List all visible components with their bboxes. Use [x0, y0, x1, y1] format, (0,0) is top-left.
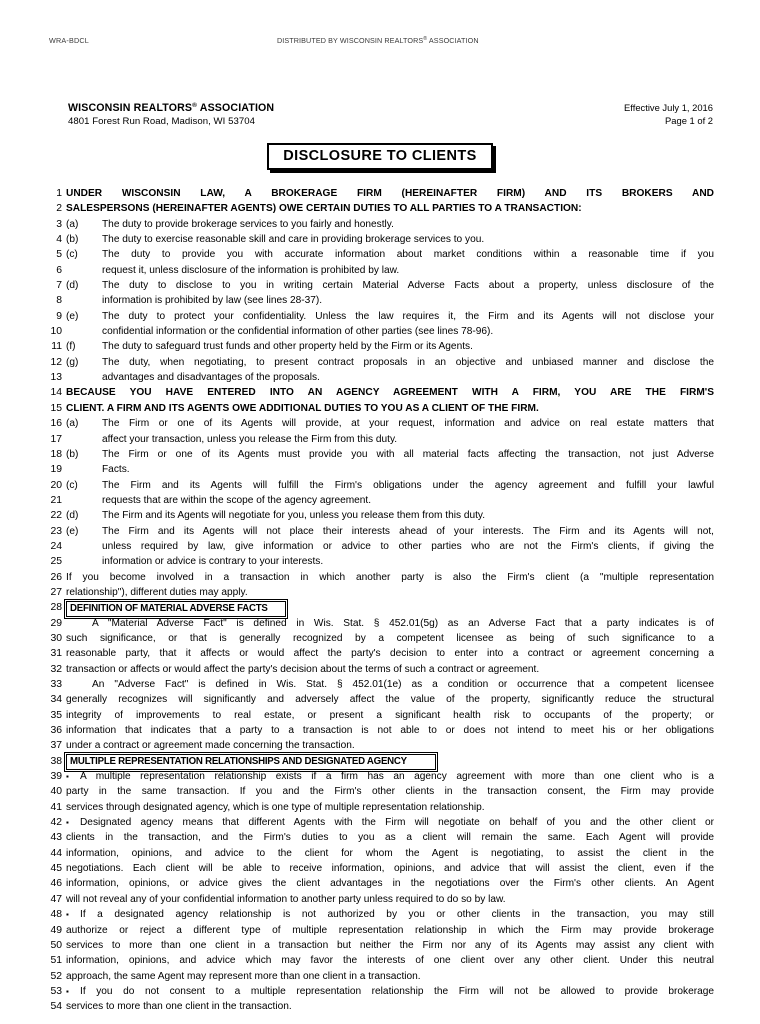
top-header: [0, 36, 760, 50]
registered-mark-icon: ®: [192, 102, 198, 109]
document-line: [0, 355, 760, 370]
document-line: [0, 201, 760, 216]
line-number: 44: [50, 847, 62, 859]
line-text: approach, the same Agent may represent more than one client in a transaction.: [66, 970, 421, 982]
distributed-by-label: [277, 36, 479, 45]
line-number: 38: [50, 755, 62, 767]
document-line: [0, 631, 760, 646]
list-marker: (g): [66, 356, 79, 368]
distributed-by-prefix: DISTRIBUTED BY WISCONSIN REALTORS: [277, 36, 424, 45]
line-number: 37: [50, 740, 62, 752]
list-marker: (c): [66, 479, 78, 491]
document-line: [0, 585, 760, 600]
line-text: If a designated agency relationship is not authorized by you or other clients in the transaction, you may still: [80, 909, 714, 921]
list-marker: (d): [66, 510, 79, 522]
line-text: such significance, or that is generally recognized by a competent licensee as being of such significance to a: [66, 632, 714, 644]
line-text: If you do not consent to a multiple representation relationship the Firm will not be allowed to provide brokerage: [80, 985, 714, 997]
document-line: [0, 217, 760, 232]
line-text: The Firm or one of its Agents will provide, at your request, information and advice on real estate matters that: [102, 418, 714, 430]
section-heading-box: [66, 754, 436, 770]
line-text: An "Adverse Fact" is defined in Wis. Stat. § 452.01(1e) as a condition or occurrence that a competent licensee: [92, 679, 714, 690]
line-text: The Firm and its Agents will negotiate for you, unless you release them from this duty.: [102, 510, 486, 522]
document-line: [0, 263, 760, 278]
document-line: [0, 907, 760, 922]
line-text: The duty to protect your confidentiality. Unless the law requires it, the Firm and its Agents will not disclose your: [102, 310, 714, 322]
document-line: [0, 800, 760, 815]
line-number: 23: [50, 525, 62, 537]
document-line: [0, 999, 760, 1014]
document-line: [0, 892, 760, 907]
line-text: The duty to provide you with accurate information about market conditions within a reasonable time if you: [102, 249, 714, 261]
line-text: information, opinions, and advice to the client for whom the Agent is negotiating, to assist the client in the: [66, 847, 714, 859]
line-text: information, opinions, and advice which may favor the interests of one client over any other client. Under this neutral: [66, 955, 714, 967]
list-marker: (d): [66, 280, 79, 292]
document-line: [0, 938, 760, 953]
line-number: 6: [56, 264, 62, 276]
effective-date: Effective July 1, 2016: [624, 102, 713, 113]
line-number: 36: [50, 725, 62, 737]
document-line: [0, 600, 760, 615]
line-number: 9: [56, 310, 62, 322]
line-number: 12: [50, 356, 62, 368]
line-number: 31: [50, 648, 62, 660]
list-marker: (b): [66, 234, 79, 246]
line-number: 33: [50, 679, 62, 690]
line-text: under a contract or agreement made concerning the transaction.: [66, 740, 355, 752]
line-number: 14: [50, 387, 62, 399]
document-line: [0, 447, 760, 462]
document-line: [0, 278, 760, 293]
line-number: 4: [56, 234, 62, 246]
line-number: 25: [50, 556, 62, 568]
document-line: [0, 385, 760, 400]
document-line: [0, 738, 760, 753]
line-number: 13: [50, 372, 62, 384]
section-heading-text: DEFINITION OF MATERIAL ADVERSE FACTS: [70, 602, 268, 614]
document-line: [0, 370, 760, 385]
document-line: [0, 478, 760, 493]
line-number: 20: [50, 479, 62, 491]
line-number: 21: [50, 494, 62, 506]
line-number: 18: [50, 448, 62, 460]
line-number: 7: [56, 280, 62, 292]
line-number: 29: [50, 617, 62, 629]
line-text: request it, unless disclosure of the information is prohibited by law.: [102, 264, 400, 276]
line-number: 15: [50, 402, 62, 414]
line-number: 32: [50, 663, 62, 675]
document-line: [0, 830, 760, 845]
section-heading-text: MULTIPLE REPRESENTATION RELATIONSHIPS AND DESIGNATED AGENCY: [70, 756, 407, 768]
form-code-label: WRA-BDCL: [49, 36, 89, 45]
line-text: services to more than one client in the transaction.: [66, 1001, 292, 1013]
document-line: [0, 293, 760, 308]
document-line: [0, 677, 760, 692]
line-number: 42: [50, 817, 62, 829]
line-number: 1: [56, 188, 62, 199]
line-number: 35: [50, 709, 62, 721]
title-box: [267, 143, 492, 170]
line-text: affect your transaction, unless you release the Firm from this duty.: [102, 433, 398, 445]
association-name: [68, 99, 468, 115]
document-line: [0, 984, 760, 999]
line-text: information that indicates that a party to a transaction is not able to or does not intend to meet his or her obligations: [66, 725, 714, 737]
document-line: [0, 324, 760, 339]
line-text: Designated agency means that different Agents with the Firm will negotiate on behalf of you and the other client or: [80, 817, 714, 829]
line-number: 48: [50, 909, 62, 921]
document-line: [0, 662, 760, 677]
document-line: [0, 692, 760, 707]
document-line: [0, 401, 760, 416]
line-number: 3: [56, 218, 62, 230]
document-body: [0, 186, 760, 1015]
line-text: The duty to exercise reasonable skill and care in providing brokerage services to you.: [102, 234, 485, 246]
line-number: 26: [50, 571, 62, 583]
document-line: [0, 508, 760, 523]
line-number: 47: [50, 893, 62, 905]
document-line: [0, 232, 760, 247]
line-text: requests that are within the scope of the agency agreement.: [102, 494, 372, 506]
line-text: clients in the transaction, and the Firm's duties to you as a client will remain the same. Each Agent will provide: [66, 832, 714, 844]
association-name-suffix: ASSOCIATION: [197, 102, 275, 114]
document-line: [0, 462, 760, 477]
document-line: [0, 646, 760, 661]
line-number: 10: [50, 326, 62, 338]
line-number: 53: [50, 985, 62, 997]
document-line: [0, 339, 760, 354]
document-line: [0, 616, 760, 631]
list-marker: (e): [66, 310, 79, 322]
line-number: 8: [56, 295, 62, 307]
line-text: unless required by law, give information or advice to other parties who are not the Firm's clients, if giving the: [102, 540, 714, 552]
association-address: 4801 Forest Run Road, Madison, WI 53704: [68, 116, 255, 127]
line-number: 22: [50, 510, 62, 522]
line-number: 45: [50, 863, 62, 875]
line-text: relationship"), different duties may apply.: [66, 586, 248, 598]
line-text: negotiations. Each client will be able to receive information, opinions, and advice that will assist the client, even if the: [66, 863, 714, 875]
line-number: 43: [50, 832, 62, 844]
title-wrap: [0, 143, 760, 170]
line-text: The Firm or one of its Agents must provide you with all material facts affecting the transaction, not just Adverse: [102, 448, 714, 460]
document-line: [0, 953, 760, 968]
distributed-by-suffix: ASSOCIATION: [427, 36, 479, 45]
line-text: CLIENT. A FIRM AND ITS AGENTS OWE ADDITIONAL DUTIES TO YOU AS A CLIENT OF THE FIRM.: [66, 402, 539, 414]
line-text: A "Material Adverse Fact" is defined in Wis. Stat. § 452.01(5g) as an Adverse Fact that a party indicates is of: [92, 617, 714, 629]
section-heading-box: [66, 601, 286, 617]
line-number: 16: [50, 418, 62, 430]
line-number: 41: [50, 801, 62, 813]
line-number: 5: [56, 249, 62, 261]
line-text: The duty to provide brokerage services to you fairly and honestly.: [102, 218, 394, 230]
line-text: integrity of improvements to real estate, or present a significant health risk to occupants of the property; or: [66, 709, 714, 721]
list-marker: (e): [66, 525, 79, 537]
page-indicator: Page 1 of 2: [665, 115, 713, 126]
list-marker: (a): [66, 418, 79, 430]
document-line: [0, 708, 760, 723]
line-number: 51: [50, 955, 62, 967]
line-number: 49: [50, 924, 62, 936]
square-bullet-icon: ▪: [66, 772, 69, 782]
line-text: party in the same transaction. If you and the Firm's other clients in the transaction consent, the Firm may provide: [66, 786, 714, 798]
line-number: 11: [51, 341, 62, 353]
line-text: advantages and disadvantages of the proposals.: [102, 372, 320, 384]
document-line: [0, 186, 760, 201]
line-number: 54: [50, 1001, 62, 1013]
document-line: [0, 769, 760, 784]
line-text: will not reveal any of your confidential information to another party unless required to do so by law.: [66, 893, 506, 905]
line-text: transaction or affects or would affect the party's decision about the terms of such a contract or agreement.: [66, 663, 540, 675]
line-text: A multiple representation relationship exists if a firm has an agency agreement with more than one client who is a: [80, 771, 714, 783]
line-text: services through designated agency, which is one type of multiple representation relationship.: [66, 801, 485, 813]
document-line: [0, 570, 760, 585]
line-number: 39: [50, 771, 62, 783]
document-line: [0, 861, 760, 876]
document-meta-block: [624, 101, 713, 127]
registered-mark-icon: ®: [423, 36, 428, 42]
line-text: The Firm and its Agents will not place their interests ahead of your interests. The Firm and its Agents will not,: [102, 525, 714, 537]
line-text: The duty to safeguard trust funds and other property held by the Firm or its Agents.: [102, 341, 473, 353]
document-line: [0, 815, 760, 830]
line-text: If you become involved in a transaction in which another party is also the Firm's client (a "multiple representation: [66, 571, 714, 583]
line-number: 28: [50, 602, 62, 614]
line-text: services to more than one client in a transaction but neither the Firm nor any of its Agents may assist any client with: [66, 939, 714, 951]
line-number: 52: [50, 970, 62, 982]
document-line: [0, 784, 760, 799]
document-line: [0, 524, 760, 539]
line-text: information is prohibited by law (see lines 28-37).: [102, 295, 323, 307]
document-line: [0, 416, 760, 431]
line-text: generally recognizes will significantly and adversely affect the value of the property, significantly reduce the structural: [66, 694, 714, 706]
line-number: 30: [50, 632, 62, 644]
document-line: [0, 923, 760, 938]
document-line: [0, 723, 760, 738]
list-marker: (f): [66, 341, 76, 353]
line-text: UNDER WISCONSIN LAW, A BROKERAGE FIRM (HEREINAFTER FIRM) AND ITS BROKERS AND: [66, 188, 714, 199]
line-number: 19: [50, 464, 62, 476]
association-block: [68, 99, 468, 128]
document-line: [0, 876, 760, 891]
line-number: 2: [56, 203, 62, 215]
document-line: [0, 754, 760, 769]
document-line: [0, 432, 760, 447]
square-bullet-icon: ▪: [66, 910, 69, 920]
line-text: The Firm and its Agents will fulfill the Firm's obligations under the agency agreement and fulfill your lawful: [102, 479, 714, 491]
list-marker: (b): [66, 448, 79, 460]
line-text: BECAUSE YOU HAVE ENTERED INTO AN AGENCY AGREEMENT WITH A FIRM, YOU ARE THE FIRM'S: [66, 387, 714, 399]
line-text: The duty to disclose to you in writing certain Material Adverse Facts about a property, unless disclosure of the: [102, 280, 714, 292]
document-line: [0, 309, 760, 324]
line-text: authorize or reject a different type of multiple representation relationship in which the Firm may provide brokerage: [66, 924, 714, 936]
line-text: SALESPERSONS (HEREINAFTER AGENTS) OWE CERTAIN DUTIES TO ALL PARTIES TO A TRANSACTION:: [66, 203, 582, 215]
line-number: 17: [50, 433, 62, 445]
list-marker: (c): [66, 249, 78, 261]
page-title: DISCLOSURE TO CLIENTS: [283, 148, 477, 164]
square-bullet-icon: ▪: [66, 818, 69, 828]
square-bullet-icon: ▪: [66, 986, 69, 996]
line-number: 34: [50, 694, 62, 706]
line-number: 50: [50, 939, 62, 951]
list-marker: (a): [66, 218, 79, 230]
document-line: [0, 493, 760, 508]
line-text: confidential information or the confidential information of other parties (see lines 78-96).: [102, 326, 494, 338]
document-line: [0, 539, 760, 554]
line-text: information or advice is contrary to your interests.: [102, 556, 324, 568]
line-number: 46: [50, 878, 62, 890]
document-line: [0, 554, 760, 569]
document-line: [0, 247, 760, 262]
line-text: reasonable party, that it affects or would affect the party's decision to enter into a contract or agreement concerning a: [66, 648, 714, 660]
line-number: 40: [50, 786, 62, 798]
line-text: The duty, when negotiating, to present contract proposals in an objective and unbiased manner and disclose the: [102, 356, 714, 368]
association-name-prefix: WISCONSIN REALTORS: [68, 102, 193, 114]
line-number: 27: [50, 586, 62, 598]
line-number: 24: [50, 540, 62, 552]
document-line: [0, 969, 760, 984]
line-text: information, opinions, or advice gives the client advantages in the negotiations over the Firm's other clients. An Agent: [66, 878, 714, 890]
line-text: Facts.: [102, 464, 130, 476]
document-line: [0, 846, 760, 861]
